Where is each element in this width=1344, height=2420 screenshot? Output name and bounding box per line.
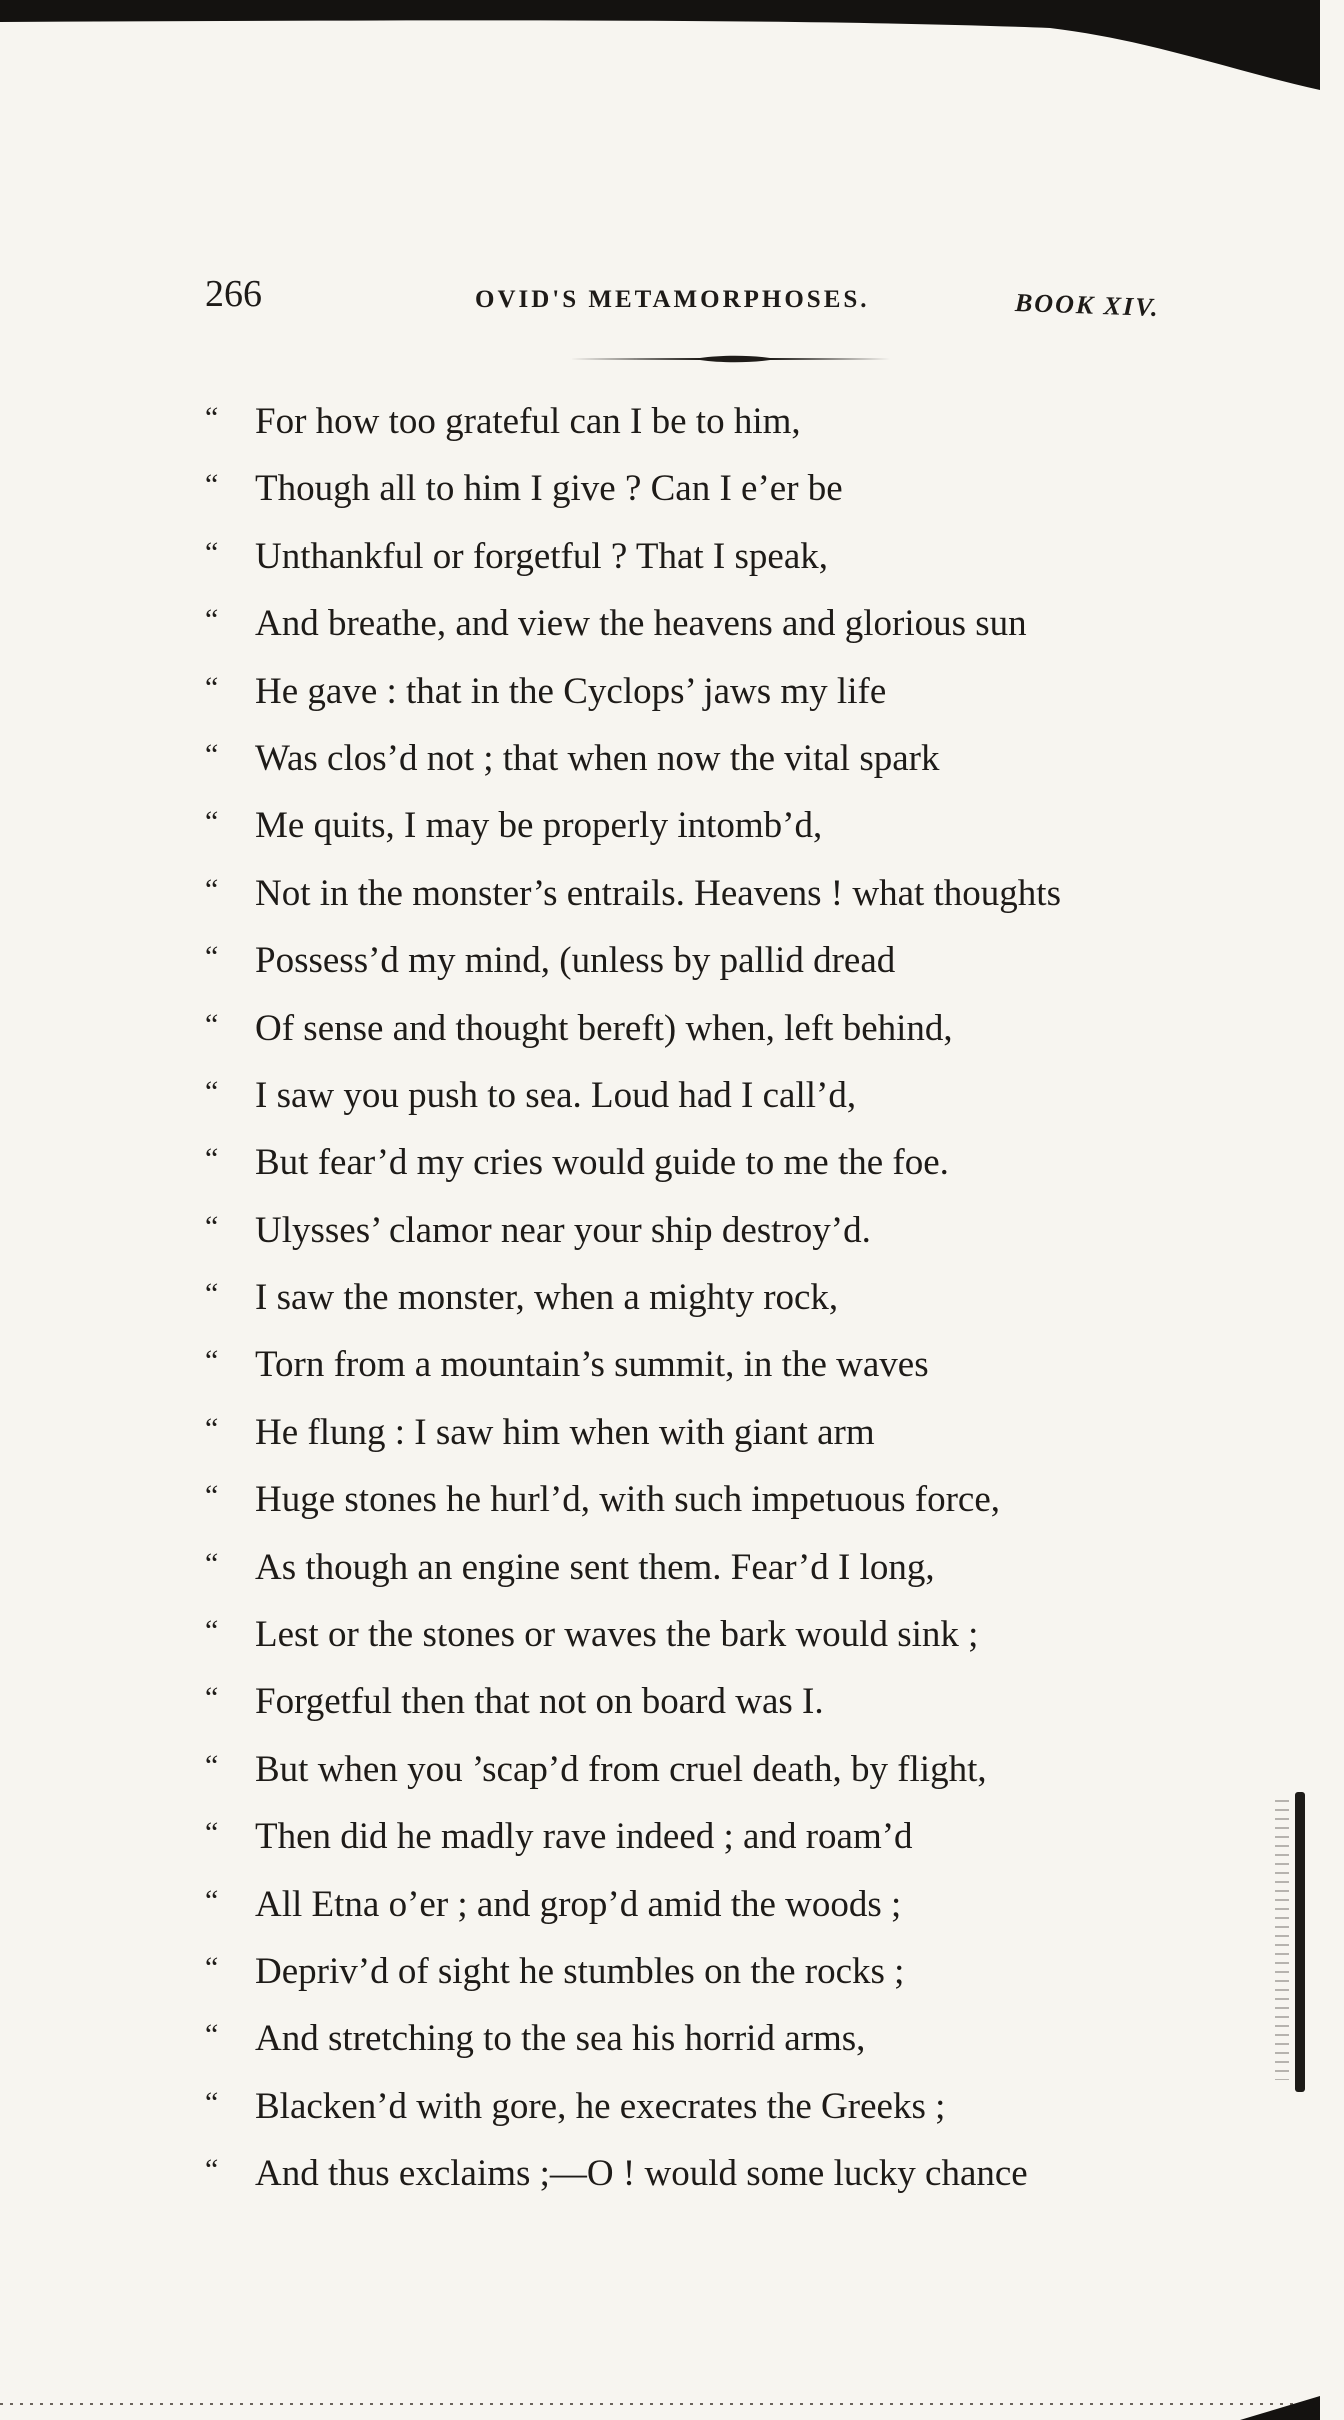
verse-line <box>205 455 1235 522</box>
opening-quote-mark: “ <box>205 2153 219 2187</box>
verse-text: But when you ’scap’d from cruel death, by flight, <box>255 1748 987 1790</box>
verse-text: I saw you push to sea. Loud had I call’d, <box>255 1074 857 1116</box>
opening-quote-mark: “ <box>205 2018 219 2052</box>
verse-text: He flung : I saw him when with giant arm <box>255 1411 875 1453</box>
opening-quote-mark: “ <box>205 401 219 434</box>
verse-line <box>205 1736 1235 1803</box>
verse-line <box>205 927 1235 994</box>
verse-text: Though all to him I give ? Can I e’er be <box>255 468 843 510</box>
verse-line <box>205 2073 1235 2140</box>
opening-quote-mark: “ <box>205 1344 219 1378</box>
verse-line <box>205 523 1235 590</box>
scan-top-edge <box>0 0 1320 90</box>
verse-line <box>205 1466 1235 1533</box>
opening-quote-mark: “ <box>205 2085 219 2119</box>
running-header <box>205 270 1205 330</box>
verse-line <box>205 658 1235 725</box>
verse-text: Me quits, I may be properly intomb’d, <box>255 805 823 847</box>
verse-text: Lest or the stones or waves the bark would sink ; <box>255 1614 979 1656</box>
verse-text: For how too grateful can I be to him, <box>255 401 801 442</box>
verse-text: Blacken’d with gore, he execrates the Greeks ; <box>255 2085 946 2127</box>
verse-text: And breathe, and view the heavens and glorious sun <box>255 603 1027 645</box>
running-title: OVID'S METAMORPHOSES. <box>475 286 870 313</box>
verse-text: Then did he madly rave indeed ; and roam’d <box>255 1816 913 1858</box>
verse-line <box>205 725 1235 792</box>
verse-text: Ulysses’ clamor near your ship destroy’d. <box>255 1209 871 1251</box>
verse-line <box>205 1803 1235 1870</box>
verse-line <box>205 1534 1235 1601</box>
verse-text: Huge stones he hurl’d, with such impetuous force, <box>255 1479 1000 1521</box>
verse-line <box>205 995 1235 1062</box>
opening-quote-mark: “ <box>205 535 219 569</box>
opening-quote-mark: “ <box>205 603 219 637</box>
verse-lines <box>205 388 1235 2208</box>
verse-line <box>205 860 1235 927</box>
margin-edge-mark <box>1295 1792 1305 2092</box>
verse-text: Unthankful or forgetful ? That I speak, <box>255 535 828 577</box>
verse-line <box>205 2005 1235 2072</box>
verse-line <box>205 1871 1235 1938</box>
opening-quote-mark: “ <box>205 1748 219 1782</box>
verse-text: Was clos’d not ; that when now the vital spark <box>255 737 940 779</box>
opening-quote-mark: “ <box>205 1950 219 1984</box>
page-number: 266 <box>205 273 262 315</box>
verse-text: And thus exclaims ;—O ! would some lucky chance <box>255 2153 1028 2195</box>
opening-quote-mark: “ <box>205 1546 219 1580</box>
verse-line <box>205 1129 1235 1196</box>
opening-quote-mark: “ <box>205 805 219 839</box>
book-label: BOOK XIV. <box>1014 288 1161 323</box>
opening-quote-mark: “ <box>205 1614 219 1648</box>
verse-line <box>205 792 1235 859</box>
scan-bottom-edge <box>0 2388 1320 2420</box>
verse-text: As though an engine sent them. Fear’d I long, <box>255 1546 935 1588</box>
verse-text: Of sense and thought bereft) when, left behind, <box>255 1007 953 1049</box>
verse-text: I saw the monster, when a mighty rock, <box>255 1277 839 1319</box>
verse-text: But fear’d my cries would guide to me the foe. <box>255 1142 949 1184</box>
verse-text: Forgetful then that not on board was I. <box>255 1681 824 1723</box>
verse-line <box>205 1668 1235 1735</box>
verse-line <box>205 1331 1235 1398</box>
margin-speckle <box>1275 1800 1289 2080</box>
opening-quote-mark: “ <box>205 1411 219 1445</box>
opening-quote-mark: “ <box>205 872 219 906</box>
verse-line <box>205 1399 1235 1466</box>
verse-text: Possess’d my mind, (unless by pallid dread <box>255 940 896 982</box>
verse-line <box>205 590 1235 657</box>
opening-quote-mark: “ <box>205 1277 219 1311</box>
opening-quote-mark: “ <box>205 940 219 974</box>
opening-quote-mark: “ <box>205 1883 219 1917</box>
verse-text: Depriv’d of sight he stumbles on the rocks ; <box>255 1950 905 1992</box>
header-ornament-rule <box>570 354 895 364</box>
opening-quote-mark: “ <box>205 1681 219 1715</box>
opening-quote-mark: “ <box>205 1209 219 1243</box>
verse-text: He gave : that in the Cyclops’ jaws my life <box>255 670 887 712</box>
opening-quote-mark: “ <box>205 737 219 771</box>
verse-line <box>205 388 1235 455</box>
verse-line <box>205 1197 1235 1264</box>
verse-text: And stretching to the sea his horrid arms, <box>255 2018 866 2060</box>
opening-quote-mark: “ <box>205 1007 219 1041</box>
opening-quote-mark: “ <box>205 1816 219 1850</box>
opening-quote-mark: “ <box>205 670 219 704</box>
opening-quote-mark: “ <box>205 1142 219 1176</box>
opening-quote-mark: “ <box>205 468 219 502</box>
verse-line <box>205 1062 1235 1129</box>
verse-text: Not in the monster’s entrails. Heavens ! what thoughts <box>255 872 1061 914</box>
verse-line <box>205 2140 1235 2207</box>
verse-line <box>205 1264 1235 1331</box>
opening-quote-mark: “ <box>205 1074 219 1108</box>
verse-text: All Etna o’er ; and grop’d amid the woods ; <box>255 1883 902 1925</box>
verse-line <box>205 1601 1235 1668</box>
opening-quote-mark: “ <box>205 1479 219 1513</box>
verse-text: Torn from a mountain’s summit, in the waves <box>255 1344 929 1386</box>
verse-line <box>205 1938 1235 2005</box>
